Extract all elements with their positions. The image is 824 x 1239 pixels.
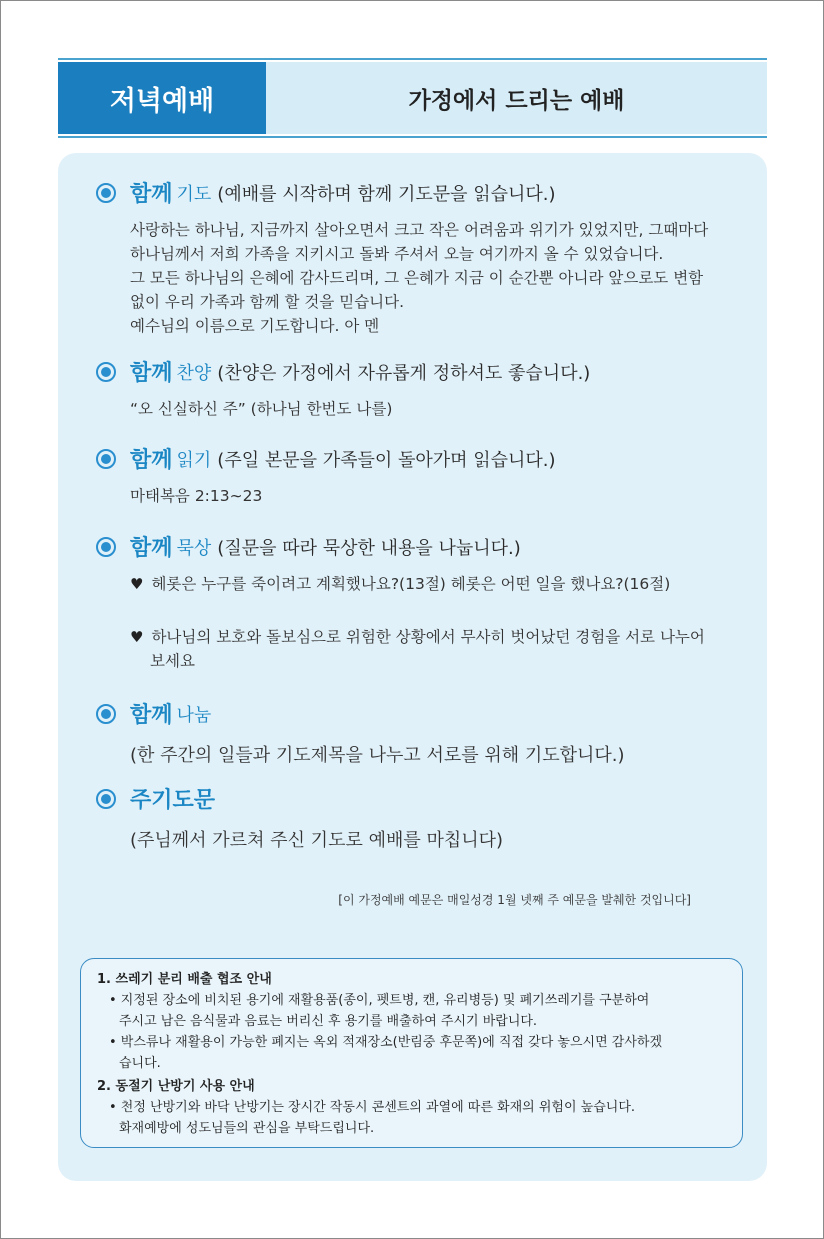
question-item [130,572,737,596]
scripture-reference: 마태복음 2:13∼23 [130,487,263,505]
notice-item [97,1097,726,1139]
section-title: 함께 [130,536,173,561]
prayer-line: 사랑하는 하나님, 지금까지 살아오면서 크고 작은 어려움과 위기가 있었지만, 그때마다 [130,221,709,239]
section-description: (찬양은 가정에서 자유롭게 정하셔도 좋습니다.) [217,362,591,384]
prayer-line: 없이 우리 가족과 함께 할 것을 믿습니다. [130,293,405,311]
notice-line: 주시고 남은 음식물과 음료는 버리신 후 용기를 배출하여 주시기 바랍니다. [119,1014,538,1029]
section-title: 함께 [130,703,173,728]
question-text: 헤롯은 누구를 죽이려고 계획했나요?(13절) 헤롯은 어떤 일을 했나요?(16절) [151,575,671,593]
section-subtitle: 읽기 [176,449,212,471]
question-item [130,625,737,649]
circle-bullet-icon [96,537,116,557]
prayer-line: 하나님께서 저희 가족을 지키시고 돌봐 주셔서 오늘 여기까지 올 수 있었습니다. [130,245,664,263]
circle-bullet-icon [96,183,116,203]
section-reading [96,443,737,508]
notice-line: • 지정된 장소에 비치된 용기에 재활용품(종이, 펫트병, 캔, 유리병등) 및 폐기쓰레기를 구분하여 [109,993,650,1008]
hymn-title: “오 신실하신 주” (하나님 한번도 나를) [130,400,393,418]
circle-bullet-icon [96,704,116,724]
prayer-line: 예수님의 이름으로 기도합니다. 아 멘 [130,317,380,335]
page-title: 가정에서 드리는 예배 [266,62,767,134]
section-meditation [96,531,737,673]
section-title: 함께 [130,182,173,207]
section-praise [96,356,737,421]
notice-box [80,958,743,1148]
section-title: 주기도문 [130,788,216,813]
notice-heading: 2. 동절기 난방기 사용 안내 [97,1079,255,1094]
section-title: 함께 [130,448,173,473]
notice-item [97,1032,726,1074]
circle-bullet-icon [96,449,116,469]
header [58,58,767,138]
content-panel [58,153,767,1181]
heart-icon: ♥ [130,575,144,593]
section-title: 함께 [130,361,173,386]
section-description: (예배를 시작하며 함께 기도문을 읽습니다.) [217,183,556,205]
prayer-line: 그 모든 하나님의 은혜에 감사드리며, 그 은혜가 지금 이 순간뿐 아니라 앞으로도 변함 [130,269,704,287]
circle-bullet-icon [96,362,116,382]
circle-bullet-icon [96,789,116,809]
section-subtitle: 나눔 [176,704,212,726]
section-sharing [96,698,737,767]
lords-prayer-text: (주님께서 가르쳐 주신 기도로 예배를 마칩니다) [130,830,504,851]
notice-line: • 박스류나 재활용이 가능한 폐지는 옥외 적재장소(반림중 후문쪽)에 직접 갖다 놓으시면 감사하겠 [109,1035,663,1050]
question-text-cont: 보세요 [150,652,195,670]
section-description: (주일 본문을 가족들이 돌아가며 읽습니다.) [217,449,556,471]
section-prayer [96,177,737,338]
prayer-text [130,218,737,338]
question-list [130,572,737,673]
notice-line: • 천정 난방기와 바닥 난방기는 장시간 작동시 콘센트의 과열에 따른 화재의 위험이 높습니다. [109,1100,636,1115]
sharing-text: (한 주간의 일들과 기도제목을 나누고 서로를 위해 기도합니다.) [130,745,625,766]
notice-item [97,990,726,1032]
notice-line: 화재예방에 성도님들의 관심을 부탁드립니다. [119,1121,375,1136]
notice-line: 습니다. [119,1056,161,1071]
section-subtitle: 묵상 [176,537,212,559]
service-label: 저녁예배 [58,62,266,134]
heart-icon: ♥ [130,628,144,646]
section-description: (질문을 따라 묵상한 내용을 나눕니다.) [217,537,521,559]
source-note: [이 가정예배 예문은 매일성경 1월 넷째 주 예문을 발췌한 것입니다] [338,893,691,907]
section-subtitle: 찬양 [176,362,212,384]
section-subtitle: 기도 [176,183,212,205]
question-text: 하나님의 보호와 돌보심으로 위험한 상황에서 무사히 벗어났던 경험을 서로 나누어 [151,628,705,646]
notice-heading: 1. 쓰레기 분리 배출 협조 안내 [97,972,272,987]
section-lords-prayer [96,783,737,852]
